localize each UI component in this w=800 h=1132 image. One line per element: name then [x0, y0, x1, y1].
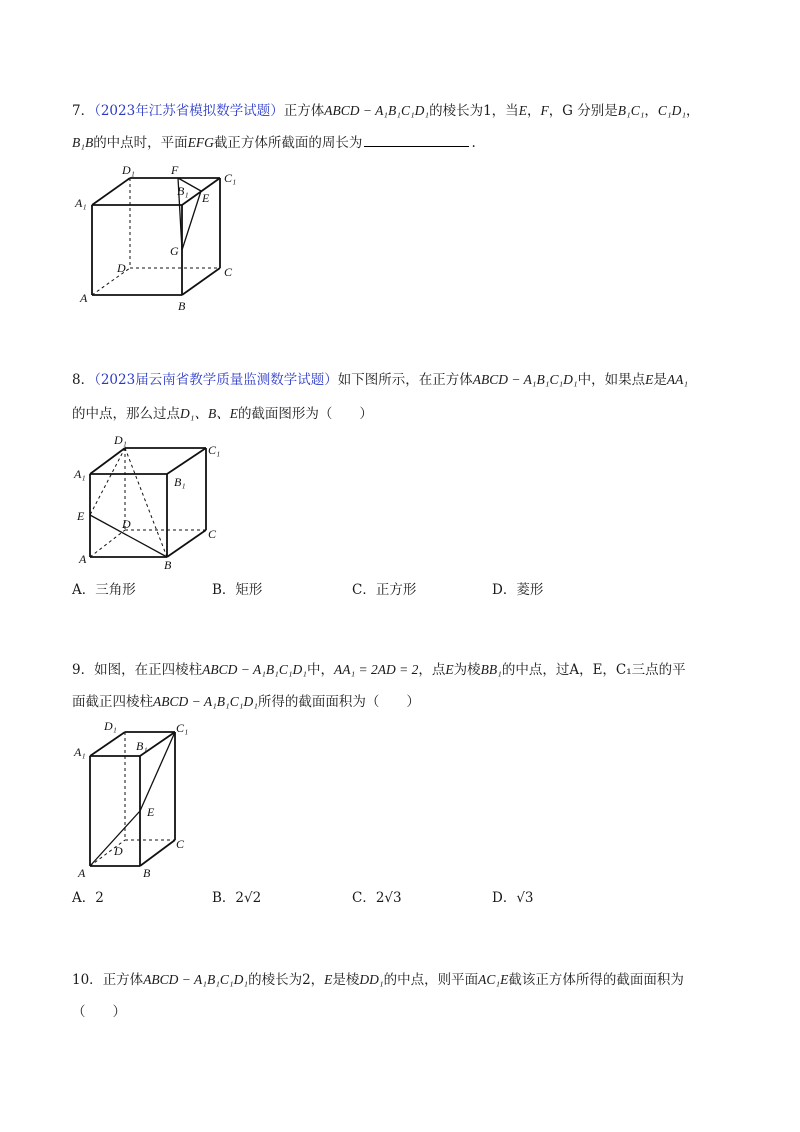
q9-line1: [72, 660, 686, 680]
fig7-label: B₁: [177, 184, 189, 198]
fig9-label: B₁: [136, 739, 148, 753]
q7-point-f: F: [540, 103, 549, 118]
fig8-label: B: [164, 558, 172, 572]
fig7-label: E: [202, 191, 210, 205]
q7-text: 的中点时，平面: [93, 135, 188, 151]
fig9-label: B: [143, 866, 151, 880]
q10-number: 10．: [72, 972, 103, 988]
fig9-label: E: [147, 805, 155, 819]
fig7-label: D: [117, 261, 126, 275]
fig7-label: B: [178, 299, 186, 313]
q7-line1: 7．（2023年江苏省模拟数学试题）正方体ABCD − A₁B₁C₁D₁的棱长为1，当E，F，G 分别是B₁C₁，C₁D₁，: [72, 103, 700, 119]
q9-text: 为棱: [453, 662, 481, 678]
fig8-label: C₁: [208, 443, 221, 457]
fig7-label: F: [171, 163, 179, 177]
q8-text: 中，如果点: [577, 372, 646, 388]
fig8-label: D₁: [114, 433, 127, 447]
q9-text: 如图，在正四棱柱: [94, 662, 203, 678]
fig8-label: D: [122, 517, 131, 531]
q7-line2: [72, 133, 476, 153]
q10-line1: [72, 970, 684, 990]
q8-option-d[interactable]: D．菱形: [492, 582, 544, 598]
q7-segment: B₁B: [72, 135, 94, 150]
q10-text: 的中点，则平面: [383, 972, 479, 988]
q8-point-e: E: [645, 372, 654, 387]
q9-option-b[interactable]: B．2√2: [212, 890, 262, 906]
answer-blank[interactable]: [364, 134, 469, 147]
q8-number: 8．: [72, 372, 95, 388]
q9-number: 9．: [72, 662, 95, 678]
fig9-label: C₁: [176, 721, 189, 735]
q9-solid: ABCD − A₁B₁C₁D₁: [153, 694, 258, 709]
q7-source: （2023年江苏省模拟数学试题）: [94, 103, 284, 119]
q7-segment: C₁D₁: [657, 103, 687, 118]
q9-option-d[interactable]: D．√3: [492, 890, 534, 906]
q8-segment: AA₁: [666, 372, 689, 387]
fig9-label: A₁: [74, 745, 86, 759]
q9-text: 面截正四棱柱: [72, 694, 153, 710]
fig9-label: D: [114, 844, 123, 858]
q10-plane: AC₁E: [478, 972, 509, 987]
fig8-label: C: [208, 527, 217, 541]
q8-source: （2023届云南省教学质量监测数学试题）: [94, 372, 338, 388]
fig7-label: G: [170, 244, 179, 258]
q7-text: 的棱长为1，当: [429, 103, 519, 119]
q10-text: 是棱: [332, 972, 360, 988]
q9-solid: ABCD − A₁B₁C₁D₁: [202, 662, 307, 677]
q7-segment: B₁C₁: [617, 103, 645, 118]
fig8-label: A: [79, 552, 87, 566]
q8-option-b[interactable]: B．矩形: [212, 582, 263, 598]
q8-text: 如下图所示，在正方体: [337, 372, 473, 388]
q7-text: ，G 分别是: [548, 103, 618, 119]
q7-end: .: [471, 135, 476, 151]
q10-solid: ABCD − A₁B₁C₁D₁: [143, 972, 249, 987]
q7-plane: EFG: [187, 135, 214, 150]
q10-segment: DD₁: [359, 972, 384, 987]
q7-number: 7．: [72, 103, 95, 119]
q7-solid: ABCD − A₁B₁C₁D₁: [324, 103, 430, 118]
q8-option-a[interactable]: A．三角形: [72, 582, 136, 598]
q9-text: 的中点，过A，: [501, 662, 593, 678]
fig9-label: D₁: [104, 719, 117, 733]
fig9-label: A: [78, 866, 86, 880]
q10-point-e: E: [324, 972, 333, 987]
q9-option-c[interactable]: C．2√3: [352, 890, 402, 906]
q9-text: 中，: [306, 662, 334, 678]
q9-text: ，点: [418, 662, 446, 678]
fig7-label: A₁: [75, 196, 87, 210]
q8-option-c[interactable]: C．正方形: [352, 582, 417, 598]
fig7-label: D₁: [122, 163, 135, 177]
q8-text: 的截面图形为（ ）: [237, 406, 373, 422]
fig8-label: A₁: [74, 467, 86, 481]
fig9-label: C: [176, 837, 185, 851]
fig7-label: C: [224, 265, 233, 279]
q10-text: 正方体: [102, 972, 144, 988]
q7-text: 正方体: [283, 103, 325, 119]
fig7-label: A: [80, 291, 88, 305]
q10-line2: （ ）: [72, 1004, 126, 1020]
q9-prism-figure: [70, 718, 200, 883]
q7-cube-figure: [70, 160, 260, 320]
q9-text: E，C₁三点的平: [592, 662, 686, 678]
q9-point-e: E: [445, 662, 454, 677]
fig8-label: E: [77, 509, 85, 523]
q9-line2: [72, 692, 420, 712]
fig8-label: B₁: [174, 475, 186, 489]
q9-option-a[interactable]: A．2: [72, 890, 104, 906]
q8-text: 是: [653, 372, 667, 388]
q9-condition: AA₁ = 2AD = 2: [333, 662, 419, 677]
q8-line2: [72, 404, 373, 424]
q10-text: 的棱长为2，: [248, 972, 325, 988]
q10-text: 截该正方体所得的截面面积为: [508, 972, 684, 988]
q7-point-e: E: [518, 103, 527, 118]
fig7-label: C₁: [224, 171, 237, 185]
q8-line1: [72, 370, 688, 390]
q9-text: 所得的截面面积为（ ）: [257, 694, 420, 710]
q8-points: D₁、B、E: [180, 406, 238, 421]
q8-solid: ABCD − A₁B₁C₁D₁: [472, 372, 578, 387]
q7-text: 截正方体所截面的周长为: [213, 135, 363, 151]
q9-segment: BB₁: [480, 662, 502, 677]
q8-text: 的中点，那么过点: [72, 406, 180, 422]
q8-cube-figure: [70, 432, 230, 572]
